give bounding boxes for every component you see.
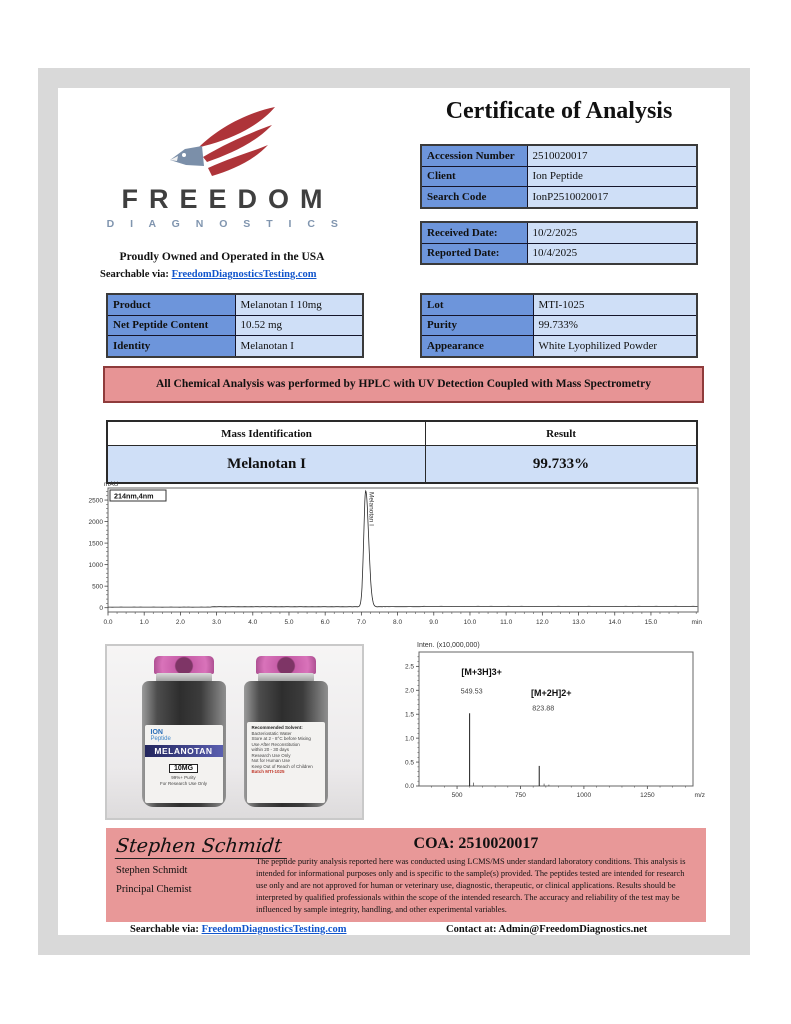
table-row bbox=[421, 315, 697, 336]
svg-text:4.0: 4.0 bbox=[248, 619, 258, 626]
vial-cap bbox=[154, 656, 214, 674]
product-photo-panel bbox=[105, 644, 364, 820]
table-row bbox=[421, 294, 697, 315]
row-value: IonP2510020017 bbox=[527, 187, 697, 208]
row-value: Ion Peptide bbox=[527, 166, 697, 187]
table-row bbox=[107, 315, 363, 336]
row-label: Search Code bbox=[421, 187, 527, 208]
page-gray-frame bbox=[38, 68, 750, 955]
vial-back-photo bbox=[242, 656, 330, 808]
row-label: Identity bbox=[107, 336, 235, 357]
svg-text:0: 0 bbox=[99, 604, 103, 612]
table-row bbox=[421, 145, 697, 166]
row-label: Purity bbox=[421, 315, 533, 336]
svg-text:7.0: 7.0 bbox=[356, 619, 366, 626]
svg-text:15.0: 15.0 bbox=[644, 619, 658, 626]
svg-text:1000: 1000 bbox=[576, 792, 592, 799]
brand-name: FREEDOM bbox=[121, 184, 334, 214]
table-row bbox=[421, 222, 697, 243]
svg-text:1.0: 1.0 bbox=[404, 735, 414, 743]
row-label: Reported Date: bbox=[421, 243, 527, 264]
row-value: 10.52 mg bbox=[235, 315, 363, 336]
vial-use-line: For Research Use Only bbox=[159, 780, 207, 786]
table-header-row bbox=[107, 421, 697, 446]
row-value: 10/2/2025 bbox=[527, 222, 697, 243]
row-label: Net Peptide Content bbox=[107, 315, 235, 336]
signatory-name: Stephen Schmidt bbox=[116, 865, 188, 876]
row-value: Melanotan I bbox=[235, 336, 363, 357]
svg-text:1250: 1250 bbox=[640, 792, 655, 799]
method-banner: All Chemical Analysis was performed by HPLC with UV Detection Coupled with Mass Spectrometry bbox=[103, 366, 704, 403]
vial-front-label bbox=[145, 725, 223, 803]
searchable-prefix: Searchable via: bbox=[100, 269, 169, 280]
svg-text:1.5: 1.5 bbox=[404, 711, 414, 719]
svg-text:13.0: 13.0 bbox=[572, 619, 585, 626]
vial-front-photo bbox=[140, 656, 228, 808]
svg-text:500: 500 bbox=[451, 792, 463, 799]
svg-text:2.0: 2.0 bbox=[175, 619, 185, 626]
certificate-page bbox=[58, 88, 730, 935]
signatory-role: Principal Chemist bbox=[116, 884, 192, 895]
table-row bbox=[107, 446, 697, 484]
signatory-column bbox=[114, 835, 283, 916]
svg-text:750: 750 bbox=[515, 792, 526, 799]
footer-contact-prefix: Contact at: bbox=[446, 924, 497, 935]
svg-text:1.0: 1.0 bbox=[139, 619, 149, 626]
row-label: Lot bbox=[421, 294, 533, 315]
searchable-link[interactable]: FreedomDiagnosticsTesting.com bbox=[171, 269, 317, 280]
svg-text:2000: 2000 bbox=[88, 518, 103, 526]
coa-number: COA: 2510020017 bbox=[413, 835, 539, 852]
vial-product-name: MELANOTAN bbox=[145, 745, 223, 757]
coa-disclaimer-column bbox=[256, 835, 696, 916]
mass-id-header: Mass Identification bbox=[107, 421, 426, 446]
mass-identification-table bbox=[106, 420, 698, 484]
vial-body bbox=[244, 681, 328, 807]
svg-text:8.0: 8.0 bbox=[393, 619, 403, 626]
svg-text:Melanotan I: Melanotan I bbox=[367, 492, 375, 526]
signature-block bbox=[106, 828, 706, 922]
lot-table bbox=[420, 293, 698, 358]
footer-contact-value: Admin@FreedomDiagnostics.net bbox=[498, 924, 648, 935]
brand-subname: D I A G N O S T I C S bbox=[106, 218, 345, 230]
svg-text:0.0: 0.0 bbox=[103, 619, 113, 626]
svg-text:11.0: 11.0 bbox=[500, 619, 513, 626]
svg-text:10.0: 10.0 bbox=[463, 619, 477, 626]
eagle-logo-icon bbox=[162, 104, 282, 182]
svg-text:12.0: 12.0 bbox=[536, 619, 549, 626]
svg-text:[M+3H]3+: [M+3H]3+ bbox=[461, 666, 502, 677]
table-row bbox=[107, 294, 363, 315]
hplc-chromatogram-svg bbox=[86, 480, 704, 640]
footer-search-prefix: Searchable via: bbox=[130, 924, 199, 935]
svg-text:823.88: 823.88 bbox=[532, 703, 555, 713]
svg-text:3.0: 3.0 bbox=[212, 619, 222, 626]
vial-back-label: Recommended Solvent: Bacteriostatic Water Store at 2 - 8°C before Mixing Use After Reconstitution within 20 - 30 days Research Use Only Not for Human Use Keep Out of Reach of Children Batch MTI-1025 bbox=[247, 722, 325, 803]
svg-text:2500: 2500 bbox=[88, 497, 103, 505]
footer-searchable bbox=[130, 924, 347, 935]
accession-info-table bbox=[420, 144, 698, 209]
table-row bbox=[421, 166, 697, 187]
svg-text:2.5: 2.5 bbox=[404, 663, 414, 671]
vial-body bbox=[142, 681, 226, 807]
svg-text:mAU: mAU bbox=[104, 481, 119, 488]
row-value: 99.733% bbox=[533, 315, 697, 336]
row-value: White Lyophilized Powder bbox=[533, 336, 697, 357]
vial-purity-line: 99%+ Purity bbox=[171, 775, 196, 780]
svg-text:549.53: 549.53 bbox=[460, 686, 483, 696]
row-label: Accession Number bbox=[421, 145, 527, 166]
table-row bbox=[421, 187, 697, 208]
svg-text:0.0: 0.0 bbox=[404, 783, 414, 791]
result-header: Result bbox=[426, 421, 697, 446]
mass-id-value: Melanotan I bbox=[107, 446, 426, 484]
vial-cap bbox=[256, 656, 316, 674]
svg-text:2.0: 2.0 bbox=[404, 687, 414, 695]
footer-contact bbox=[446, 924, 647, 935]
table-row bbox=[421, 243, 697, 264]
svg-text:0.5: 0.5 bbox=[404, 759, 414, 767]
row-value: Melanotan I 10mg bbox=[235, 294, 363, 315]
result-value: 99.733% bbox=[426, 446, 697, 484]
mass-spectrum-chart bbox=[383, 638, 710, 810]
svg-text:6.0: 6.0 bbox=[320, 619, 330, 626]
row-value: 2510020017 bbox=[527, 145, 697, 166]
row-value: MTI-1025 bbox=[533, 294, 697, 315]
svg-text:14.0: 14.0 bbox=[608, 619, 622, 626]
vial-strength: 10MG bbox=[169, 764, 198, 773]
svg-text:214nm,4nm: 214nm,4nm bbox=[114, 491, 154, 501]
svg-text:1000: 1000 bbox=[88, 561, 103, 569]
page-title: Certificate of Analysis bbox=[445, 98, 673, 124]
disclaimer-text: The peptide purity analysis reported here was conducted using LCMS/MS under standard laboratory conditions. This analysis is intended for informational purposes only and is specific to the sample(s) provided. The peptides tested are intended for research use only and are not approved for human or veterinary use, diagnostic, therapeutic, or clinical applications. Results should be interpreted by qualified professionals within the scope of the intended research. The accuracy and reliability of the test may be influenced by sample integrity, handling, and other experimental variables. bbox=[256, 857, 686, 914]
signature-script: Stephen Schmidt bbox=[115, 835, 289, 859]
svg-text:500: 500 bbox=[92, 583, 103, 591]
svg-text:5.0: 5.0 bbox=[284, 619, 294, 626]
svg-text:9.0: 9.0 bbox=[429, 619, 439, 626]
svg-text:1500: 1500 bbox=[88, 540, 103, 548]
svg-text:m/z: m/z bbox=[694, 792, 705, 799]
dates-table bbox=[420, 221, 698, 265]
row-label: Product bbox=[107, 294, 235, 315]
svg-text:[M+2H]2+: [M+2H]2+ bbox=[530, 688, 572, 699]
searchable-line bbox=[74, 269, 370, 280]
hplc-chromatogram-chart bbox=[86, 480, 704, 640]
row-label: Client bbox=[421, 166, 527, 187]
ion-peptide-logo: ION Peptide bbox=[150, 729, 171, 742]
table-row bbox=[107, 336, 363, 357]
row-value: 10/4/2025 bbox=[527, 243, 697, 264]
mass-spectrum-svg bbox=[383, 638, 710, 810]
row-label: Appearance bbox=[421, 336, 533, 357]
usa-tagline: Proudly Owned and Operated in the USA bbox=[119, 251, 325, 263]
logo-block bbox=[74, 104, 370, 280]
table-row bbox=[421, 336, 697, 357]
svg-text:min: min bbox=[691, 619, 702, 626]
product-table bbox=[106, 293, 364, 358]
svg-text:Inten. (x10,000,000): Inten. (x10,000,000) bbox=[417, 642, 480, 649]
row-label: Received Date: bbox=[421, 222, 527, 243]
footer-search-link[interactable]: FreedomDiagnosticsTesting.com bbox=[201, 924, 347, 935]
